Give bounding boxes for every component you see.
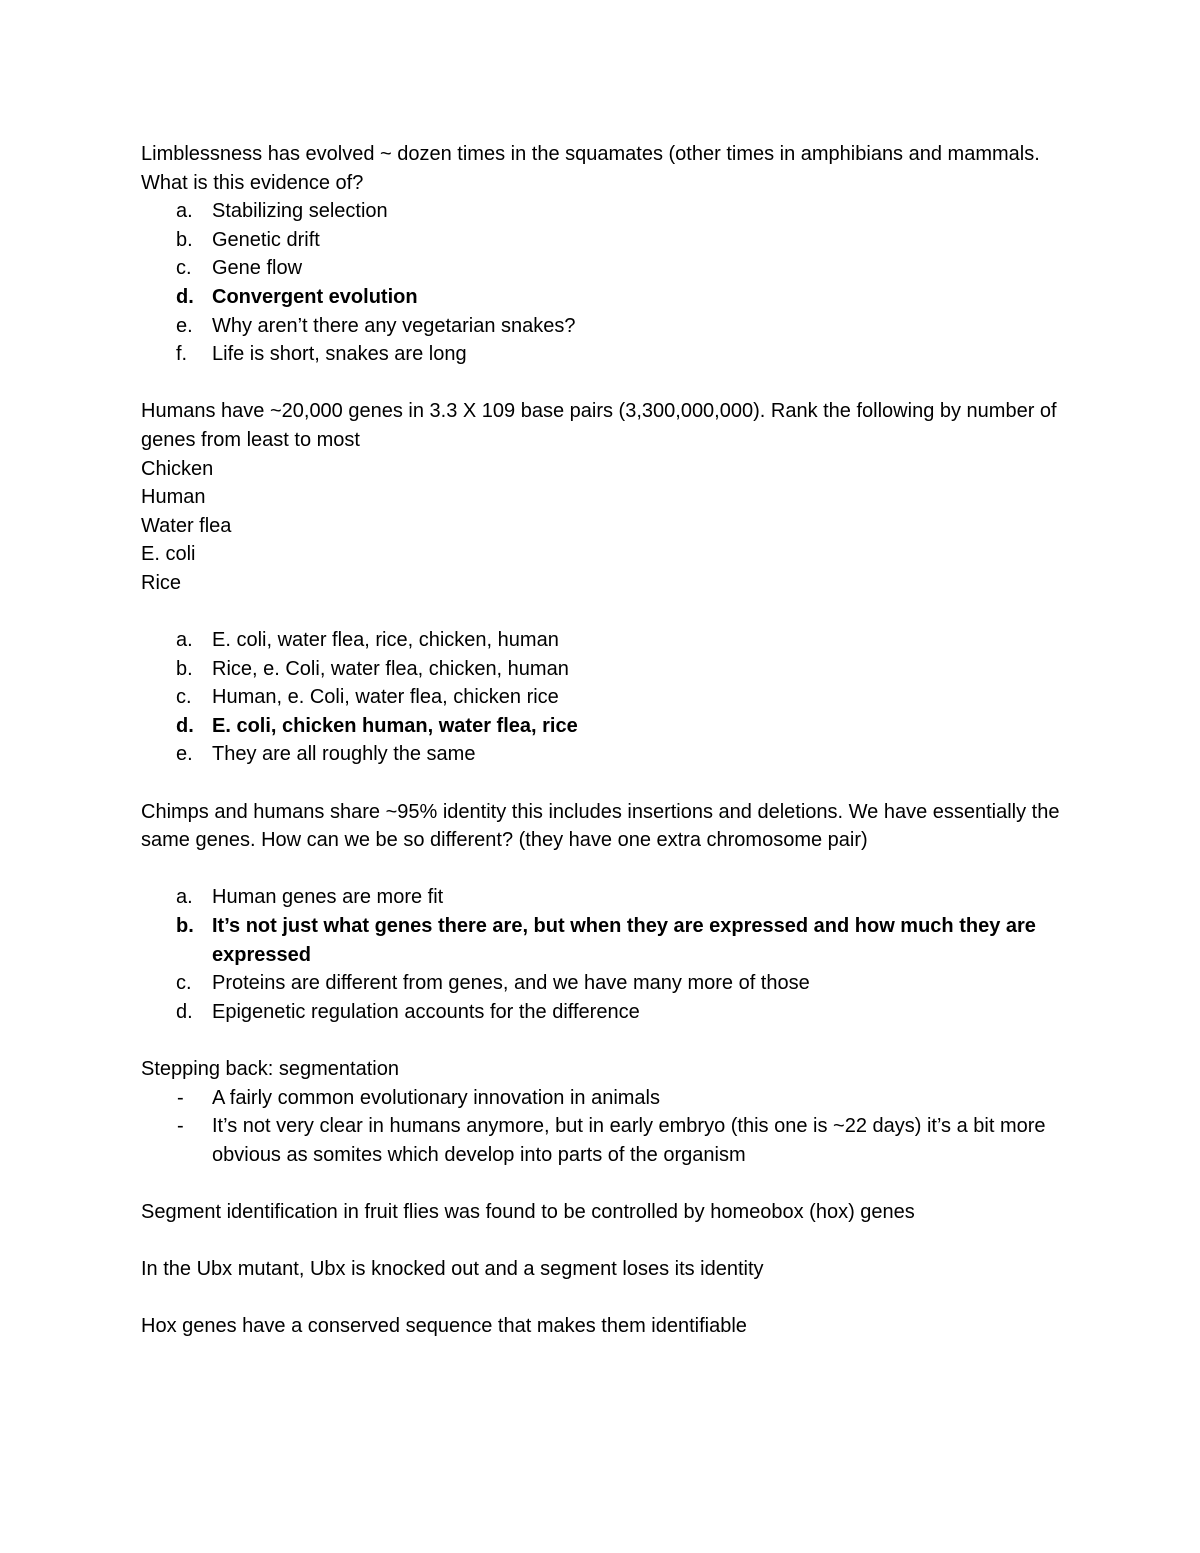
option-item [141, 197, 1071, 226]
bullet-marker: - [177, 1115, 184, 1138]
question-3-text: Chimps and humans share ~95% identity this includes insertions and deletions. We have essentially the same genes. How can we be so different? (they have one extra chromosome pair) [141, 800, 1060, 852]
option-item [141, 683, 1071, 712]
bullet-item [141, 1084, 1071, 1113]
option-text: Epigenetic regulation accounts for the difference [212, 1000, 640, 1023]
bullet-text: A fairly common evolutionary innovation in animals [212, 1086, 660, 1109]
option-marker: c. [176, 972, 192, 995]
organism-item: Rice [141, 571, 182, 594]
question-2-text: Humans have ~20,000 genes in 3.3 X 109 base pairs (3,300,000,000). Rank the following by number of genes from least to most [141, 400, 1057, 451]
option-text: Rice, e. Coli, water flea, chicken, human [212, 657, 569, 680]
document-page [141, 140, 1071, 1341]
option-item [141, 626, 1071, 655]
bullet-marker: - [177, 1086, 184, 1109]
option-item [141, 740, 1071, 769]
option-text: E. coli, water flea, rice, chicken, human [212, 629, 559, 652]
question-1-options [141, 197, 1071, 369]
option-text: Human genes are more fit [212, 886, 444, 909]
option-item [141, 883, 1071, 912]
option-text: Proteins are different from genes, and we have many more of those [212, 972, 810, 995]
option-item [141, 226, 1071, 255]
option-text: Gene flow [212, 257, 303, 280]
question-1-text: Limblessness has evolved ~ dozen times in the squamates (other times in amphibians and mammals. What is this evidence of? [141, 143, 1040, 194]
organism-item: Chicken [141, 457, 214, 480]
option-text: Genetic drift [212, 228, 320, 251]
option-text: They are all roughly the same [212, 743, 476, 766]
option-marker: c. [176, 686, 192, 709]
option-marker: d. [176, 285, 194, 308]
option-text: Stabilizing selection [212, 200, 388, 223]
option-text: It’s not just what genes there are, but when they are expressed and how much they are expressed [212, 915, 1036, 966]
option-item-answer [141, 283, 1071, 312]
option-item [141, 340, 1071, 369]
option-item [141, 969, 1071, 998]
option-text: Life is short, snakes are long [212, 343, 467, 366]
paragraph-hox-genes: Segment identification in fruit flies was found to be controlled by homeobox (hox) genes [141, 1200, 915, 1223]
option-marker: b. [176, 228, 193, 251]
paragraph-conserved-sequence: Hox genes have a conserved sequence that makes them identifiable [141, 1315, 747, 1338]
option-marker: b. [176, 657, 193, 680]
option-marker: b. [176, 915, 194, 938]
option-item [141, 254, 1071, 283]
organism-item: E. coli [141, 543, 196, 566]
segmentation-heading: Stepping back: segmentation [141, 1058, 399, 1080]
option-marker: d. [176, 1000, 193, 1023]
option-item-answer [141, 712, 1071, 741]
paragraph-ubx-mutant: In the Ubx mutant, Ubx is knocked out and a segment loses its identity [141, 1258, 764, 1281]
organism-item: Human [141, 486, 206, 509]
organism-item: Water flea [141, 514, 232, 537]
option-marker: a. [176, 200, 193, 223]
option-marker: a. [176, 886, 193, 909]
option-text: E. coli, chicken human, water flea, rice [212, 714, 578, 737]
option-text: Why aren’t there any vegetarian snakes? [212, 314, 576, 337]
option-marker: c. [176, 257, 192, 280]
option-text: Human, e. Coli, water flea, chicken rice [212, 686, 559, 709]
option-marker: f. [176, 343, 188, 366]
question-2-options [141, 626, 1071, 769]
bullet-item [141, 1112, 1071, 1169]
option-item-answer [141, 912, 1071, 969]
option-marker: a. [176, 629, 193, 652]
segmentation-bullets [141, 1084, 1071, 1170]
option-item [141, 998, 1071, 1027]
option-marker: d. [176, 714, 194, 737]
option-item [141, 312, 1071, 341]
option-item [141, 655, 1071, 684]
question-3-options [141, 883, 1071, 1026]
option-marker: e. [176, 314, 193, 337]
bullet-text: It’s not very clear in humans anymore, but in early embryo (this one is ~22 days) it’s a bit more obvious as somites which develop into parts of the organism [212, 1115, 1046, 1166]
option-text: Convergent evolution [212, 285, 418, 308]
option-marker: e. [176, 743, 193, 766]
